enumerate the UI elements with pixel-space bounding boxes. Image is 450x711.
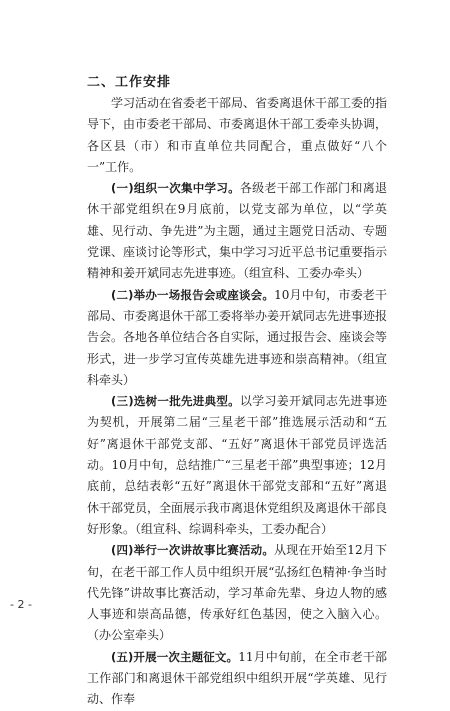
agenda-item-1: [87, 178, 387, 284]
agenda-item-4-body: 从现在开始至12月下旬，在老干部工作人员中组织开展“弘扬红色精神·争当时代先锋”讲故事比赛活动，学习革命先辈、身边人物的感人事迹和崇高品德，传承好红色基因，使之入脑入心。（办公室牵头）: [87, 543, 387, 643]
agenda-item-3: [87, 391, 387, 540]
agenda-item-4: [87, 540, 387, 646]
agenda-item-2-body: 10月中旬，市委老干部局、市委离退休干部工委将举办姜开斌同志先进事迹报告会。各地各单位结合各自实际，通过报告会、座谈会等形式，进一步学习宣传英雄先进事迹和崇高精神。（组宣科牵头）: [87, 287, 388, 387]
agenda-item-4-lead: (四)举行一次讲故事比赛活动。: [111, 543, 275, 558]
section-heading: 二、工作安排: [87, 75, 172, 90]
agenda-item-2-lead: (二)举办一场报告会或座谈会。: [111, 287, 275, 302]
agenda-item-5: [87, 647, 387, 711]
section-intro: 学习活动在省委老干部局、省委离退休干部工委的指导下，由市委老干部局、市委离退休干部工委牵头协调，各区县（市）和市直单位共同配合，重点做好“八个一”工作。: [87, 96, 388, 174]
agenda-item-5-lead: (五)开展一次主题征文。: [111, 649, 239, 664]
agenda-item-2: [87, 285, 387, 391]
agenda-item-1-body: 各级老干部工作部门和离退休干部党组织在9月底前，以党支部为单位，以“学英雄、见行动、争先进”为主题，通过主题党日活动、专题党课、座谈讨论等形式，集中学习习近平总书记重要指示精神和姜开斌同志先进事迹。（组宣科、工委办牵头）: [87, 181, 388, 281]
page-number: - 2 -: [10, 598, 32, 611]
agenda-item-3-lead: (三)选树一批先进典型。: [111, 394, 240, 409]
agenda-item-1-lead: (一)组织一次集中学习。: [111, 181, 240, 196]
agenda-item-3-body: 以学习姜开斌同志先进事迹为契机，开展第二届“三星老干部”推选展示活动和“五好”离退休干部党支部、“五好”离退休干部党员评选活动。10月中旬，总结推广“三星老干部”典型事迹；12月底前，总结表彰“五好”离退休干部党支部和“五好”离退休干部党员，全面展示我市离退休党组织及离退休干部良好形象。（组宣科、综调科牵头，工委办配合）: [87, 394, 388, 536]
document-body: [87, 72, 387, 711]
agenda-item-5-body: 11月中旬前，在全市老干部工作部门和离退休干部党组织中组织开展“学英雄、见行动、作奉: [87, 649, 387, 707]
